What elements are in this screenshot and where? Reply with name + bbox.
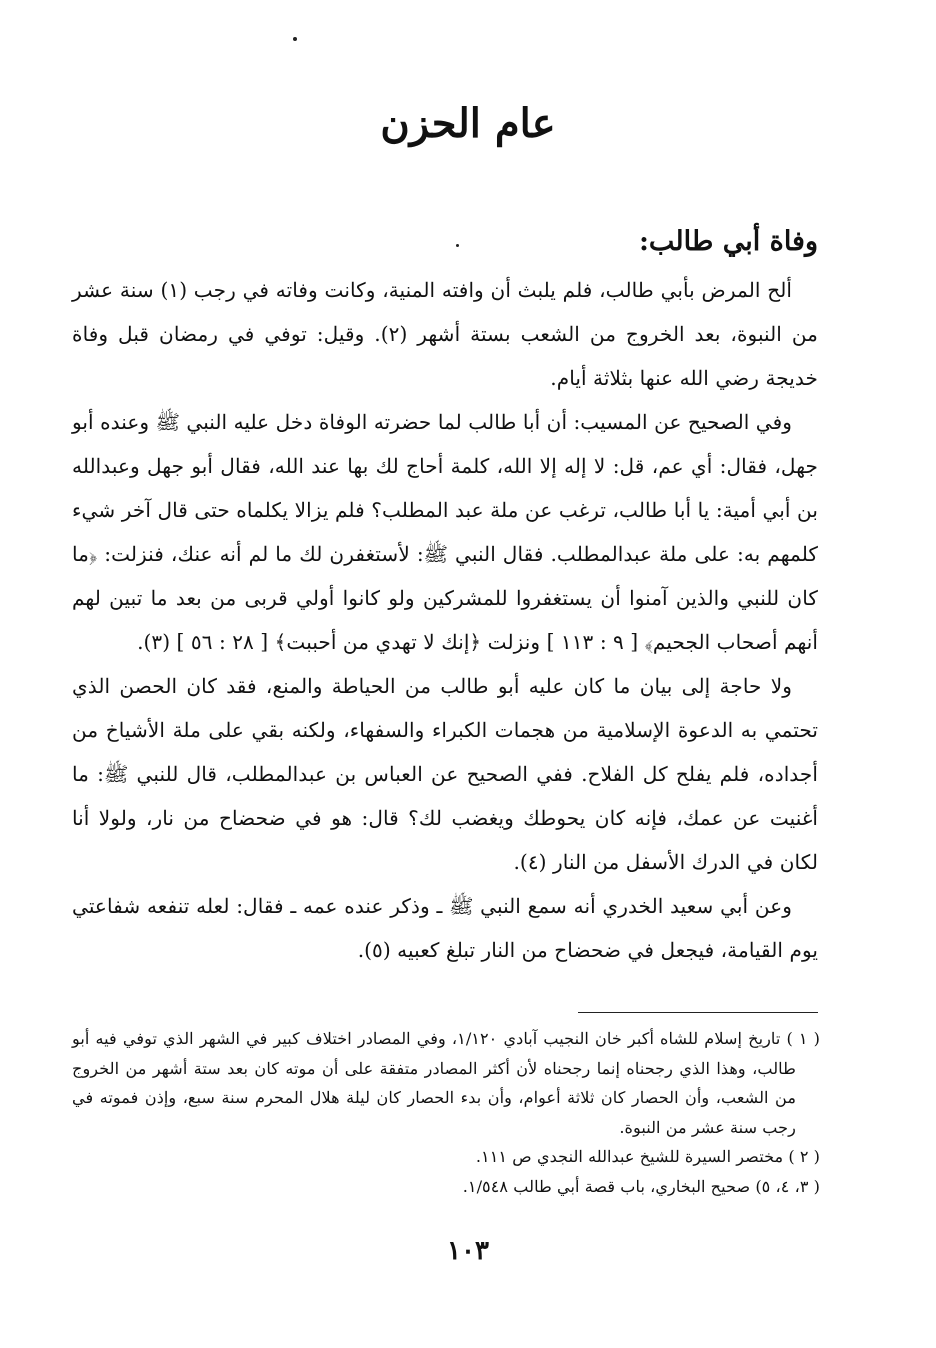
paragraph: ولا حاجة إلى بيان ما كان عليه أبو طالب من الحياطة والمنع، فقد كان الحصن الذي تحتمي به الدعوة الإسلامية من هجمات الكبراء والسفهاء، ولكنه بقي على ملة الأشياخ من أجداده، فلم يفلح كل الفلاح. ففي الصحيح عن العباس بن عبدالمطلب، قال للنبي ﷺ: ما أغنيت عن عمك، فإنه كان يحوطك ويغضب لك؟ قال: هو في ضحضاح من نار، ولولا أنا لكان في الدرك الأسفل من النار (٤). [72, 674, 818, 874]
chapter-title: عام الحزن [380, 100, 556, 147]
paragraph: ألح المرض بأبي طالب، فلم يلبث أن وافته المنية، وكانت وفاته في رجب (١) سنة عشر من النبوة، بعد الخروج من الشعب بستة أشهر (٢). وقيل: توفي في رمضان قبل وفاة خديجة رضي الله عنها بثلاثة أيام. [72, 278, 818, 390]
body-text [72, 268, 818, 972]
paragraph: وفي الصحيح عن المسيب: أن أبا طالب لما حضرته الوفاة دخل عليه النبي ﷺ وعنده أبو جهل، فقال: أي عم، قل: لا إله إلا الله، كلمة أحاج لك بها عند الله، فقال أبو جهل وعبدالله بن أبي أمية: يا أبا طالب، ترغب عن ملة عبد المطلب؟ فلم يزالا يكلماه حتى قال آخر شيء كلمهم به: على ملة عبدالمطلب. فقال النبي ﷺ: لأستغفرن لك ما لم أنه عنك، فنزلت: ﴿ما كان للنبي والذين آمنوا أن يستغفروا للمشركين ولو كانوا أولي قربى من بعد ما تبين لهم أنهم أصحاب الجحيم﴾ [ ٩ : ١١٣ ] ونزلت ﴿إنك لا تهدي من أحببت﴾ [ ٢٨ : ٥٦ ] (٣). [72, 410, 818, 654]
footnote-divider [578, 1012, 818, 1013]
footnote: ( ٣، ٤، ٥) صحيح البخاري، باب قصة أبي طالب ١/٥٤٨. [462, 1176, 820, 1196]
print-speck [456, 244, 459, 247]
print-speck [293, 37, 297, 41]
paragraph: وعن أبي سعيد الخدري أنه سمع النبي ﷺ ـ وذكر عنده عمه ـ فقال: لعله تنفعه شفاعتي يوم القيامة، فيجعل في ضحضاح من النار تبلغ كعبيه (٥). [72, 894, 818, 962]
section-heading: وفاة أبي طالب: [638, 226, 818, 257]
footnotes [72, 1024, 820, 1201]
footnote: ( ٢ ) مختصر السيرة للشيخ عبدالله النجدي ص ١١١. [475, 1147, 820, 1166]
page-number: ١٠٣ [447, 1236, 489, 1266]
footnote: ( ١ ) تاريخ إسلام للشاه أكبر خان النجيب آبادي ١/١٢٠، وفي المصادر اختلاف كبير في الشهر الذي توفي فيه أبو طالب، وهذا الذي رجحناه إنما رجحناه لأن أكثر المصادر متفقة على أن موته كان بعد ستة أشهر من الخروج من الشعب، وأن الحصار كان ثلاثة أعوام، وأن بدء الحصار كان ليلة هلال المحرم سنة سبع، وإذن فموته في رجب سنة عشر من النبوة. [72, 1029, 820, 1137]
